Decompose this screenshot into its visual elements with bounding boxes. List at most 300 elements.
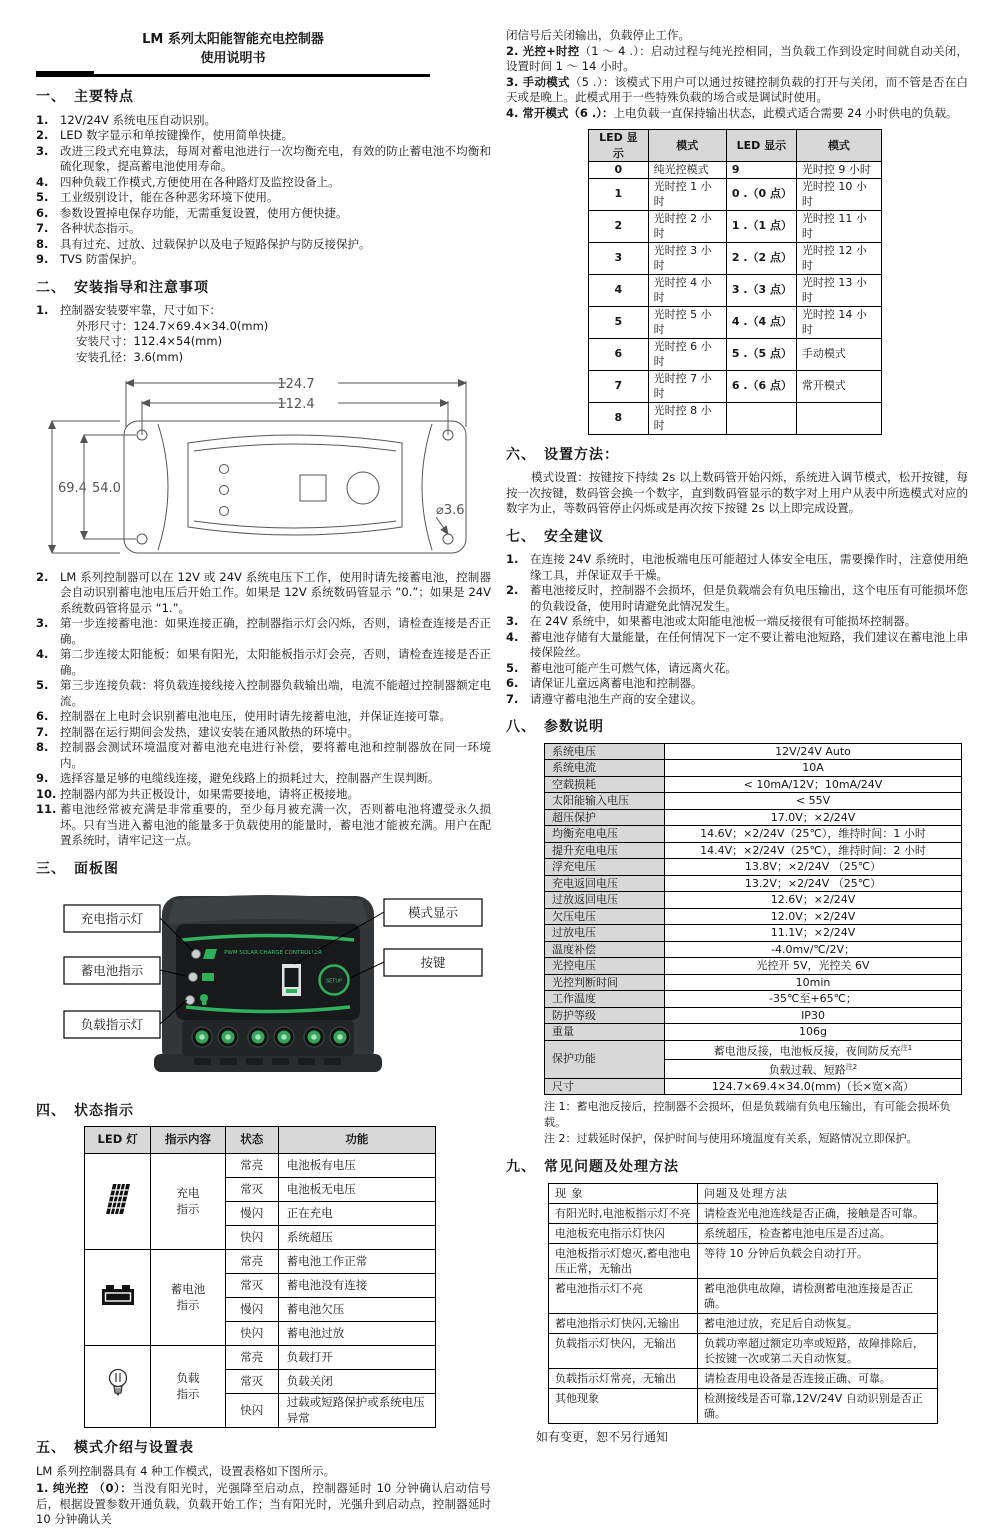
list-item-text: 控制器在运行期间会发热，建议安装在通风散热的环境中。 — [60, 724, 359, 739]
callout-button: 按键 — [420, 955, 446, 970]
list-item — [36, 740, 491, 771]
mode4-text: 上电负载一直保持输出状态，此模式适合需要 24 小时供电的负载。 — [613, 105, 958, 120]
table-row — [549, 1313, 938, 1333]
section-heading-5: 五、 模式介绍与设置表 — [36, 1440, 194, 1456]
param-value-cell: 17.0V；×2/24V — [665, 809, 962, 826]
list-item-text: 第二步连接太阳能板：如果有阳光，太阳能板指示灯会亮，否则，请检查连接是否正确。 — [60, 647, 491, 677]
phenomenon-cell: 电池板指示灯熄灭,蓄电池电压正常，无输出 — [549, 1243, 698, 1278]
table-row — [545, 908, 962, 925]
list-item-number: 1. — [36, 112, 49, 127]
table-cell: 0 .（0 点） — [726, 178, 796, 210]
column-header: 功能 — [278, 1127, 435, 1154]
table-cell: 4 — [589, 274, 649, 306]
right-column — [506, 28, 968, 1445]
note-line: 注 2：过载延时保护，保护时间与使用环境温度有关系，短路情况立即保护。 — [544, 1132, 918, 1146]
list-item — [36, 787, 491, 803]
solution-cell: 系统超压，检查蓄电池电压是否过高。 — [697, 1223, 937, 1243]
table-cell — [726, 402, 796, 434]
table-row — [545, 809, 962, 826]
column-header: 指示内容 — [151, 1127, 225, 1154]
column-header: LED 灯 — [85, 1127, 151, 1154]
mode3-label: 3. 手动模式 — [506, 74, 570, 89]
status-indication-table — [84, 1126, 436, 1428]
table-cell: 常开模式 — [796, 370, 881, 402]
parameters-table — [544, 743, 962, 1096]
list-item-text: 各种状态指示。 — [60, 221, 141, 235]
solution-cell: 请检查光电池连线是否正确，接触是否可靠。 — [697, 1203, 937, 1223]
table-row — [545, 859, 962, 876]
function-cell: 负载关闭 — [278, 1370, 435, 1394]
led-icon-cell — [85, 1346, 151, 1428]
list-item-text: 在连接 24V 系统时，电池板端电压可能超过人体安全电压，需要操作时，注意使用绝缘工具，并保证双手干燥。 — [530, 552, 968, 582]
function-cell: 蓄电池过放 — [278, 1322, 435, 1346]
function-cell: 系统超压 — [278, 1226, 435, 1250]
indicator-name-line: 蓄电池 — [170, 1282, 206, 1296]
list-item-text: 12V/24V 系统电压自动识别。 — [60, 112, 217, 127]
list-item-text: 请遵守蓄电池生产商的安全建议。 — [530, 691, 703, 706]
table-row — [549, 1368, 938, 1388]
table-row — [549, 1333, 938, 1368]
state-cell: 常亮 — [225, 1250, 278, 1274]
list-item-number: 3. — [36, 616, 49, 630]
list-item-number: 7. — [36, 724, 49, 739]
list-item — [506, 614, 968, 630]
table-cell — [796, 402, 881, 434]
list-item — [506, 661, 968, 677]
param-value-cell: 13.8V；×2/24V （25℃） — [665, 859, 962, 876]
list-item-text: 控制器内部为共正极设计，如果需要接地，请将正极接地。 — [60, 786, 359, 801]
list-item-text: 第一步连接蓄电池：如果连接正确，控制器指示灯会闪烁，否则，请检查连接是否正确。 — [60, 616, 491, 646]
section-heading-8: 八、 参数说明 — [506, 719, 604, 735]
list-item-text: 具有过充、过放、过载保护以及电子短路保护与防反接保护。 — [60, 236, 371, 251]
table-row — [545, 991, 962, 1008]
parameter-notes — [544, 1099, 968, 1147]
callout-load-indicator: 负载指示灯 — [80, 1017, 144, 1032]
param-value-cell: 12.6V；×2/24V — [665, 892, 962, 909]
list-item-text: LM 系列控制器可以在 12V 或 24V 系统电压下工作，使用时请先接蓄电池，控制器会自动识别蓄电池电压后开始工作。如果是 12V 系统数码管显示 “0.”；如果是 24V 系统数码管将显示 “1.”。 — [60, 569, 491, 615]
note-reference: 注2 — [845, 1062, 858, 1071]
mode1-continuation: 闭信号后关闭输出，负载停止工作。 — [506, 28, 690, 42]
table-cell: 3 .（3 点） — [726, 274, 796, 306]
solar-panel-icon — [105, 1204, 131, 1218]
state-cell: 慢闪 — [225, 1298, 278, 1322]
list-item — [36, 221, 491, 237]
list-item-text: 控制器在上电时会识别蓄电池电压，使用时请先接蓄电池，并保证连接可靠。 — [60, 709, 451, 723]
list-item — [36, 678, 491, 709]
solution-cell: 蓄电池供电故障，请检测蓄电池连接是否正确。 — [697, 1278, 937, 1313]
list-item — [36, 802, 491, 849]
list-item — [36, 252, 491, 268]
table-cell: 3 — [589, 242, 649, 274]
section-heading-2: 二、 安装指导和注意事项 — [36, 279, 209, 296]
indicator-name-line: 指示 — [176, 1297, 200, 1312]
table-row — [545, 1040, 962, 1059]
indicator-name-line: 充电 — [176, 1186, 200, 1200]
param-value-cell: -35℃至+65℃； — [665, 991, 962, 1008]
param-label-cell: 欠压电压 — [545, 908, 665, 925]
mode1-text: 当没有阳光时，光强降至启动点，控制器延时 10 分钟确认启动信号后，根据设置参数开通负载，负载开始工作；当有阳光时，光强升到启动点，控制器延时 10 分钟确认关 — [36, 1481, 491, 1526]
function-cell: 负载打开 — [278, 1346, 435, 1370]
table-cell: 2 — [589, 210, 649, 242]
param-label-cell: 空载损耗 — [545, 776, 665, 793]
battery-icon — [101, 1295, 135, 1309]
table-row — [545, 1078, 962, 1095]
table-cell: 5 — [589, 306, 649, 338]
function-cell: 电池板无电压 — [278, 1178, 435, 1202]
mode4-paragraph — [506, 106, 968, 122]
dim-height-outer: 69.4 — [58, 481, 87, 496]
list-item — [506, 630, 968, 661]
section-heading-1: 一、 主要特点 — [36, 89, 134, 105]
list-item-text: 参数设置掉电保存功能，无需重复设置，使用方便快捷。 — [60, 205, 348, 220]
section-heading-7: 七、 安全建议 — [506, 528, 604, 545]
state-cell: 常灭 — [225, 1178, 278, 1202]
controller-device — [154, 895, 382, 1072]
param-value-cell: -4.0mv/℃/2V； — [665, 941, 962, 958]
table-cell: 4 .（4 点） — [726, 306, 796, 338]
table-row — [549, 1183, 938, 1203]
table-row — [85, 1346, 436, 1370]
dim-width-outer: 124.7 — [277, 377, 315, 392]
column-header: 模式 — [796, 130, 881, 162]
table-row — [589, 178, 882, 210]
mode1-label: 1. 纯光控 （0）： — [36, 1481, 133, 1495]
param-label-cell: 光控判断时间 — [545, 974, 665, 991]
list-item — [36, 647, 491, 678]
list-item-text: 蓄电池可能产生可燃气体，请远离火花。 — [530, 660, 737, 675]
table-row — [549, 1278, 938, 1313]
list-item — [36, 771, 491, 787]
param-value-cell: 13.2V；×2/24V （25℃） — [665, 875, 962, 892]
install-notes-list — [36, 570, 491, 849]
list-item-number: 6. — [36, 709, 49, 723]
state-cell: 常灭 — [225, 1274, 278, 1298]
param-value-cell: 124.7×69.4×34.0(mm)（长×宽×高） — [665, 1078, 962, 1095]
modes-intro: LM 系列控制器具有 4 种工作模式，设置表格如下图所示。 — [36, 1463, 336, 1478]
dim-height-inner: 54.0 — [92, 481, 121, 496]
indicator-name-cell — [151, 1346, 225, 1428]
list-item-number: 6. — [36, 205, 49, 220]
param-value-cell: 14.4V；×2/24V（25℃），维持时间：2 小时 — [665, 842, 962, 859]
indicator-name-line: 负载 — [176, 1371, 200, 1385]
list-item — [36, 237, 491, 253]
list-item-text: 选择容量足够的电缆线连接，避免线路上的损耗过大，控制器产生误判断。 — [60, 771, 440, 785]
param-value-cell: 光控开 5V，光控关 6V — [665, 958, 962, 975]
table-row — [85, 1154, 436, 1178]
column-header: 模式 — [648, 130, 726, 162]
table-row — [589, 242, 882, 274]
indicator-name-line: 指示 — [176, 1201, 200, 1216]
param-label-cell: 尺寸 — [545, 1078, 665, 1095]
list-item-text: 请保证儿童远离蓄电池和控制器。 — [530, 676, 703, 690]
dimension-spec-line: 安装尺寸：112.4×54(mm) — [76, 334, 223, 348]
list-item — [506, 676, 968, 692]
list-item-text: 在 24V 系统中，如果蓄电池或太阳能电池板一端反接很有可能损坏控制器。 — [530, 614, 917, 628]
indicator-name-cell — [151, 1250, 225, 1346]
phenomenon-cell: 蓄电池指示灯快闪,无输出 — [549, 1313, 698, 1333]
param-value-cell: < 55V — [665, 793, 962, 810]
param-label-cell: 重量 — [545, 1024, 665, 1041]
table-row — [545, 1007, 962, 1024]
phenomenon-cell: 负载指示灯快闪，无输出 — [549, 1333, 698, 1368]
list-item-text: 蓄电池存储有大量能量，在任何情况下一定不要让蓄电池短路，我们建议在蓄电池上串接保险丝。 — [530, 629, 968, 659]
function-cell: 蓄电池工作正常 — [278, 1250, 435, 1274]
param-label-cell: 保护功能 — [545, 1040, 665, 1078]
mode3-text: （5 .）：该模式下用户可以通过按键控制负载的打开与关闭，而不管是否在白天或是晚上。此模式用于一些特殊负载的场合或是调试时使用。 — [506, 74, 969, 104]
list-item-number: 6. — [506, 676, 519, 690]
callout-mode-display: 模式显示 — [407, 905, 459, 920]
table-row — [589, 338, 882, 370]
left-column — [36, 28, 491, 1528]
list-item-number: 9. — [36, 771, 49, 785]
param-label-cell: 均衡充电电压 — [545, 826, 665, 843]
table-row — [545, 1024, 962, 1041]
list-item-number: 8. — [36, 740, 49, 754]
list-item-number: 4. — [36, 174, 49, 189]
list-item-text: 蓄电池经常被充满是非常重要的，至少每月被充满一次，否则蓄电池将遭受永久损坏。只有当进入蓄电池的能量多于负载使用的能量时，蓄电池才能被充满。用户在配置系统时，请牢记这一点。 — [60, 802, 491, 847]
list-item-number: 3. — [506, 614, 519, 628]
table-row — [549, 1243, 938, 1278]
param-label-cell: 充电返回电压 — [545, 875, 665, 892]
param-label-cell: 温度补偿 — [545, 941, 665, 958]
table-cell: 光时控 11 小时 — [796, 210, 881, 242]
table-cell: 纯光控模式 — [648, 162, 726, 179]
table-row — [589, 210, 882, 242]
solution-cell: 蓄电池过放，充足后自动恢复。 — [697, 1313, 937, 1333]
table-cell: 0 — [589, 162, 649, 179]
state-cell: 常亮 — [225, 1346, 278, 1370]
mode2-text: （1 ～ 4 .）：启动过程与纯光控相同，当负载工作到设定时间就自动关闭，设置时间 1 ～ 14 小时。 — [506, 43, 968, 73]
bulb-icon — [107, 1389, 129, 1403]
phenomenon-cell: 其他现象 — [549, 1388, 698, 1423]
table-cell: 光时控 7 小时 — [648, 370, 726, 402]
list-item-text: 工业级别设计，能在各种恶劣环境下使用。 — [60, 190, 279, 204]
table-cell: 光时控 13 小时 — [796, 274, 881, 306]
table-row — [545, 941, 962, 958]
list-item-number: 7. — [506, 691, 519, 706]
param-label-cell: 浮充电压 — [545, 859, 665, 876]
list-item — [36, 709, 491, 725]
list-item-number: 2. — [36, 128, 49, 142]
column-header: 现 象 — [549, 1183, 698, 1203]
list-item-text: 控制器会测试环境温度对蓄电池充电进行补偿，要将蓄电池和控制器放在同一环境内。 — [60, 740, 491, 770]
param-value-cell: 蓄电池反接，电池板反接，夜间防反充$^{注1}$ — [665, 1040, 962, 1059]
callout-charge-indicator: 充电指示灯 — [80, 911, 144, 926]
param-label-cell: 提升充电电压 — [545, 842, 665, 859]
list-item — [36, 616, 491, 647]
list-item-number: 2. — [506, 583, 519, 597]
features-list — [36, 113, 491, 268]
phenomenon-cell: 有阳光时,电池板指示灯不亮 — [549, 1203, 698, 1223]
param-label-cell: 超压保护 — [545, 809, 665, 826]
table-row — [549, 1223, 938, 1243]
table-row — [545, 875, 962, 892]
table-cell: 光时控 9 小时 — [796, 162, 881, 179]
state-cell: 常亮 — [225, 1154, 278, 1178]
function-cell: 蓄电池欠压 — [278, 1298, 435, 1322]
state-cell: 快闪 — [225, 1226, 278, 1250]
dimension-spec-line: 外形尺寸：124.7×69.4×34.0(mm) — [76, 318, 269, 333]
param-label-cell: 防护等级 — [545, 1007, 665, 1024]
safety-list — [506, 552, 968, 707]
table-cell: 光时控 2 小时 — [648, 210, 726, 242]
table-cell: 7 — [589, 370, 649, 402]
phenomenon-cell: 蓄电池指示灯不亮 — [549, 1278, 698, 1313]
param-value-cell: 14.6V；×2/24V（25℃），维持时间：1 小时 — [665, 826, 962, 843]
function-cell: 过载或短路保护或系统电压异常 — [278, 1394, 435, 1428]
param-label-cell: 太阳能输入电压 — [545, 793, 665, 810]
table-row — [589, 162, 882, 179]
list-item-number: 4. — [36, 647, 49, 661]
table-cell: 光时控 6 小时 — [648, 338, 726, 370]
list-item — [506, 552, 968, 583]
param-label-cell: 光控电压 — [545, 958, 665, 975]
list-item-number: 2. — [36, 569, 49, 584]
section-heading-3: 三、 面板图 — [36, 860, 119, 877]
list-item-number: 3. — [36, 143, 49, 158]
table-cell: 手动模式 — [796, 338, 881, 370]
table-cell: 光时控 8 小时 — [648, 402, 726, 434]
note-reference: 注1 — [900, 1043, 913, 1052]
function-cell: 正在充电 — [278, 1202, 435, 1226]
column-header: LED 显示 — [726, 130, 796, 162]
table-cell: 1 .（1 点） — [726, 210, 796, 242]
solution-cell: 等待 10 分钟后负载会自动打开。 — [697, 1243, 937, 1278]
list-item-text: 控制器安装要牢靠，尺寸如下： — [60, 303, 221, 317]
table-row — [545, 760, 962, 777]
setup-button-label: SETUP — [325, 978, 343, 985]
list-item-number: 8. — [36, 236, 49, 251]
note-line: 注 1：蓄电池反接后，控制器不会损坏，但是负载端有负电压输出，有可能会损坏负载。 — [544, 1100, 951, 1130]
mode3-paragraph — [506, 75, 968, 106]
led-icon-cell — [85, 1154, 151, 1250]
dim-width-inner: 112.4 — [277, 397, 315, 412]
table-row — [549, 1388, 938, 1423]
section-heading-9: 九、 常见问题及处理方法 — [506, 1159, 679, 1176]
list-item-text: 改进三段式充电算法，每周对蓄电池进行一次均衡充电，有效的防止蓄电池不均衡和硫化现象，提高蓄电池使用寿命。 — [60, 143, 491, 173]
column-header: LED 显示 — [589, 130, 649, 162]
column-header: 问题及处理方法 — [697, 1183, 937, 1203]
param-label-cell: 过放返回电压 — [545, 892, 665, 909]
table-cell: 光时控 4 小时 — [648, 274, 726, 306]
table-cell: 1 — [589, 178, 649, 210]
list-item — [506, 583, 968, 614]
table-row — [589, 130, 882, 162]
state-cell: 慢闪 — [225, 1202, 278, 1226]
table-row — [85, 1250, 436, 1274]
title-divider — [36, 74, 430, 77]
param-label-cell: 系统电压 — [545, 743, 665, 760]
list-item — [36, 175, 491, 191]
phenomenon-cell: 负载指示灯常亮，无输出 — [549, 1368, 698, 1388]
list-item — [36, 303, 491, 319]
param-value-cell: 12.0V；×2/24V — [665, 908, 962, 925]
table-cell: 光时控 5 小时 — [648, 306, 726, 338]
dimension-specs — [76, 319, 491, 366]
table-cell: 9 — [726, 162, 796, 179]
list-item-text: 第三步连接负载：将负载连接线接入控制器负载输出端，电流不能超过控制器额定电流。 — [60, 678, 491, 708]
table-cell: 6 .（6 点） — [726, 370, 796, 402]
table-row — [545, 793, 962, 810]
setting-method-body: 模式设置：按键按下持续 2s 以上数码管开始闪烁，系统进入调节模式，松开按键，每按一次按键，数码管会换一个数字，直到数码管显示的数字对上用户从表中所选模式对应的数字为止，等数码管停止闪烁或是再次按下按键 2s 以上即完成设置。 — [506, 470, 968, 515]
table-row — [545, 826, 962, 843]
list-item-number: 10. — [36, 786, 57, 801]
param-value-cell: 11.1V；×2/24V — [665, 925, 962, 942]
phenomenon-cell: 电池板充电指示灯快闪 — [549, 1223, 698, 1243]
mode1-paragraph — [36, 1481, 491, 1528]
list-item-text: TVS 防雷保护。 — [60, 252, 144, 266]
dim-hole-diameter: ⌀3.6 — [436, 503, 465, 518]
table-row — [545, 892, 962, 909]
table-row — [85, 1127, 436, 1154]
table-cell: 光时控 12 小时 — [796, 242, 881, 274]
list-item — [36, 190, 491, 206]
led-mode-table — [588, 129, 882, 435]
table-cell: 光时控 1 小时 — [648, 178, 726, 210]
list-item — [36, 113, 491, 129]
list-item — [36, 725, 491, 741]
param-value-cell: IP30 — [665, 1007, 962, 1024]
table-row — [545, 743, 962, 760]
table-cell: 光时控 10 小时 — [796, 178, 881, 210]
param-label-cell: 过放电压 — [545, 925, 665, 942]
table-cell: 6 — [589, 338, 649, 370]
panel-figure — [36, 888, 488, 1086]
list-item — [36, 144, 491, 175]
callout-battery-indicator: 蓄电池指示 — [80, 963, 144, 978]
param-value-cell: 负载过载、短路$^{注2}$ — [665, 1059, 962, 1078]
table-cell: 光时控 3 小时 — [648, 242, 726, 274]
mode4-label: 4. 常开模式（6 .）： — [506, 105, 614, 120]
list-item-number: 7. — [36, 221, 49, 235]
list-item-text: 蓄电池接反时，控制器不会损坏，但是负载端会有负电压输出，这个电压有可能损坏您的负载设备，使用时请避免此情况发生。 — [530, 583, 968, 613]
list-item — [36, 128, 491, 144]
table-row — [589, 306, 882, 338]
param-value-cell: 10A — [665, 760, 962, 777]
led-icon-cell — [85, 1250, 151, 1346]
table-cell: 光时控 14 小时 — [796, 306, 881, 338]
list-item-number: 1. — [36, 303, 49, 317]
table-row — [545, 842, 962, 859]
state-cell: 常灭 — [225, 1370, 278, 1394]
table-row — [545, 958, 962, 975]
solution-cell: 负载功率超过额定功率或短路，故障排除后，长按键一次或第二天自动恢复。 — [697, 1333, 937, 1368]
solution-cell: 请检查用电设备是否连接正确、可靠。 — [697, 1368, 937, 1388]
list-item-text: 四种负载工作模式,方便使用在各种路灯及监控设备上。 — [60, 174, 340, 189]
list-item-number: 9. — [36, 252, 49, 266]
list-item-number: 5. — [36, 678, 49, 692]
state-cell: 快闪 — [225, 1322, 278, 1346]
list-item-text: LED 数字显示和单按键操作，使用简单快捷。 — [60, 128, 294, 142]
param-value-cell: 10min — [665, 974, 962, 991]
table-row — [545, 925, 962, 942]
device-brand-text: PWM SOLAR CHARGE CONTROLLER — [224, 950, 322, 956]
mode2-paragraph — [506, 44, 968, 75]
section-heading-4: 四、 状态指示 — [36, 1102, 134, 1119]
table-row — [589, 370, 882, 402]
param-label-cell: 系统电流 — [545, 760, 665, 777]
function-cell: 电池板有电压 — [278, 1154, 435, 1178]
list-item-number: 1. — [506, 552, 519, 566]
list-item-number: 5. — [506, 660, 519, 675]
column-header: 状态 — [225, 1127, 278, 1154]
param-value-cell: < 10mA/12V；10mA/24V — [665, 776, 962, 793]
table-row — [545, 974, 962, 991]
faq-table — [548, 1183, 938, 1424]
table-cell: 8 — [589, 402, 649, 434]
list-item-number: 5. — [36, 190, 49, 204]
table-row — [589, 274, 882, 306]
